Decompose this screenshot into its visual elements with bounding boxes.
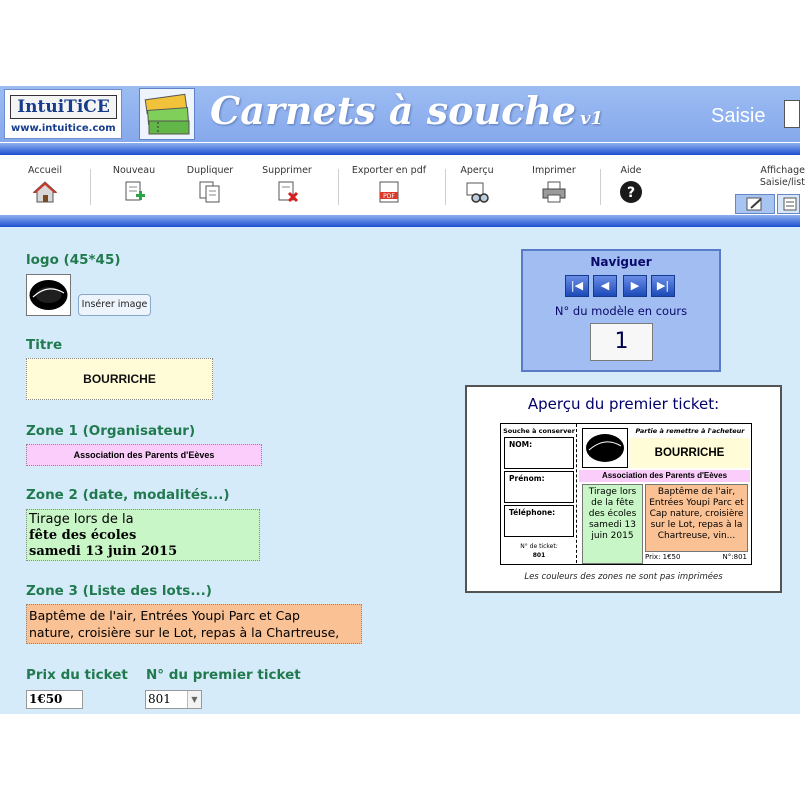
svg-text:?: ?: [626, 185, 636, 201]
preview-title: Aperçu du premier ticket:: [527, 395, 720, 413]
printer-icon: [541, 180, 567, 204]
prix-label: Prix du ticket: [26, 667, 128, 683]
pdf-icon: [376, 180, 402, 204]
zone2-line: Tirage lors de la: [29, 512, 134, 527]
app-title: [210, 88, 603, 133]
header-divider: [0, 143, 800, 155]
input-view-tab[interactable]: [735, 194, 775, 214]
new-label: Nouveau: [112, 165, 156, 176]
tickets-icon: [139, 88, 195, 140]
navigator-panel: [521, 249, 721, 372]
toolbar-divider: [0, 215, 800, 227]
ticket-number: N°:801: [722, 553, 747, 561]
logo-preview[interactable]: [26, 274, 71, 316]
mode-label: Saisie: [711, 105, 766, 127]
toolbar-separator: [338, 169, 339, 205]
ticket-preview-panel: [465, 385, 782, 593]
stub-nom: NOM:: [504, 437, 574, 469]
ticket-zone1: Association des Parents d'Eèves: [579, 470, 750, 482]
chevron-down-icon[interactable]: ▼: [187, 691, 201, 708]
ticket-price: Prix: 1€50: [645, 553, 681, 561]
preview-button[interactable]: [437, 165, 517, 204]
display-label-line1: Affichage: [760, 165, 805, 176]
zone2-line: samedi 13 juin 2015: [29, 544, 178, 559]
duplicate-icon: [197, 180, 223, 204]
delete-label: Supprimer: [262, 165, 312, 176]
preview-icon: [464, 180, 490, 204]
first-ticket-value: 801: [148, 692, 171, 706]
display-label-line2: Saisie/list: [759, 177, 805, 188]
zone2-line: fête des écoles: [29, 528, 137, 543]
ticket-stub: [501, 424, 577, 563]
first-ticket-select[interactable]: [145, 690, 202, 709]
display-toggle-label: [745, 165, 805, 189]
export-pdf-label: Exporter en pdf: [351, 165, 427, 176]
model-number-label: N° du modèle en cours: [554, 304, 688, 318]
buyer-part-label: Partie à remettre à l'acheteur: [635, 427, 745, 435]
prix-field[interactable]: 1€50: [26, 690, 83, 709]
print-label: Imprimer: [532, 165, 576, 176]
list-icon: [778, 195, 799, 213]
titre-label: Titre: [26, 337, 63, 353]
toolbar: [0, 155, 805, 215]
insert-image-button[interactable]: Insérer image: [78, 294, 151, 316]
delete-button[interactable]: [247, 165, 327, 204]
help-label: Aide: [620, 165, 642, 176]
ticket-preview: [500, 423, 752, 565]
zone3-label: Zone 3 (Liste des lots...): [26, 583, 212, 599]
toolbar-separator: [90, 169, 91, 205]
navigator-title: Naviguer: [590, 255, 652, 269]
logo-label: logo (45*45): [26, 252, 121, 268]
ticket-logo: [582, 428, 628, 468]
zone2-field[interactable]: [26, 509, 260, 561]
first-ticket-label: N° du premier ticket: [146, 667, 301, 683]
stub-title: Souche à conserver: [503, 427, 575, 435]
next-arrow-icon[interactable]: ▶: [623, 275, 647, 297]
help-button[interactable]: [591, 165, 671, 204]
last-arrow-icon[interactable]: ▶|: [651, 275, 675, 297]
stub-ticket-number: [501, 542, 577, 560]
bottom-margin: [0, 714, 800, 800]
zone3-field[interactable]: [26, 604, 362, 644]
home-label: Accueil: [28, 165, 62, 176]
new-document-icon: [121, 180, 147, 204]
intuitice-logo[interactable]: [4, 89, 122, 139]
first-arrow-icon[interactable]: |◀: [565, 275, 589, 297]
ticket-title: BOURRICHE: [629, 438, 750, 468]
preview-note: Les couleurs des zones ne sont pas imprimées: [524, 572, 723, 582]
zone3-line: Baptême de l'air, Entrées Youpi Parc et Cap: [29, 608, 300, 623]
list-view-tab[interactable]: [777, 194, 800, 214]
edit-form-icon: [736, 195, 774, 213]
duplicate-button[interactable]: [170, 165, 250, 204]
zone1-label: Zone 1 (Organisateur): [26, 423, 196, 439]
duplicate-label: Dupliquer: [186, 165, 234, 176]
zone3-line: nature, croisière sur le Lot, repas à la Chartreuse,: [29, 625, 340, 640]
ticket-zone2: Tirage lors de la fête des écoles samedi 13 juin 2015: [582, 484, 643, 564]
stub-ticket-value: 801: [532, 552, 546, 559]
print-button[interactable]: [514, 165, 594, 204]
home-button[interactable]: [5, 165, 85, 204]
ticket-buyer-part: [579, 424, 750, 563]
zone1-field[interactable]: Association des Parents d'Eèves: [26, 444, 262, 466]
stub-prenom: Prénom:: [504, 471, 574, 503]
app-version: v1: [580, 108, 604, 129]
prev-arrow-icon[interactable]: ◀: [593, 275, 617, 297]
titre-field[interactable]: BOURRICHE: [26, 358, 213, 400]
input-mode-icon[interactable]: [784, 100, 800, 128]
brand-url: www.intuitice.com: [11, 123, 116, 134]
help-icon: [618, 180, 644, 204]
export-pdf-button[interactable]: [349, 165, 429, 204]
app-title-text: Carnets à souche: [210, 88, 577, 133]
zone2-label: Zone 2 (date, modalités...): [26, 487, 230, 503]
ticket-zone3: Baptême de l'air, Entrées Youpi Parc et Cap nature, croisière sur le Lot, repas à la Chartreuse, vin...: [645, 484, 748, 552]
stub-ticket-label: N° de ticket:: [520, 543, 558, 550]
svg-text:PDF: PDF: [383, 193, 395, 200]
brand-name: IntuiTiCE: [10, 95, 117, 119]
delete-document-icon: [274, 180, 300, 204]
stub-telephone: Téléphone:: [504, 505, 574, 537]
preview-label: Aperçu: [460, 165, 494, 176]
home-icon: [32, 180, 58, 204]
new-button[interactable]: [94, 165, 174, 204]
model-number-value: 1: [590, 323, 653, 361]
